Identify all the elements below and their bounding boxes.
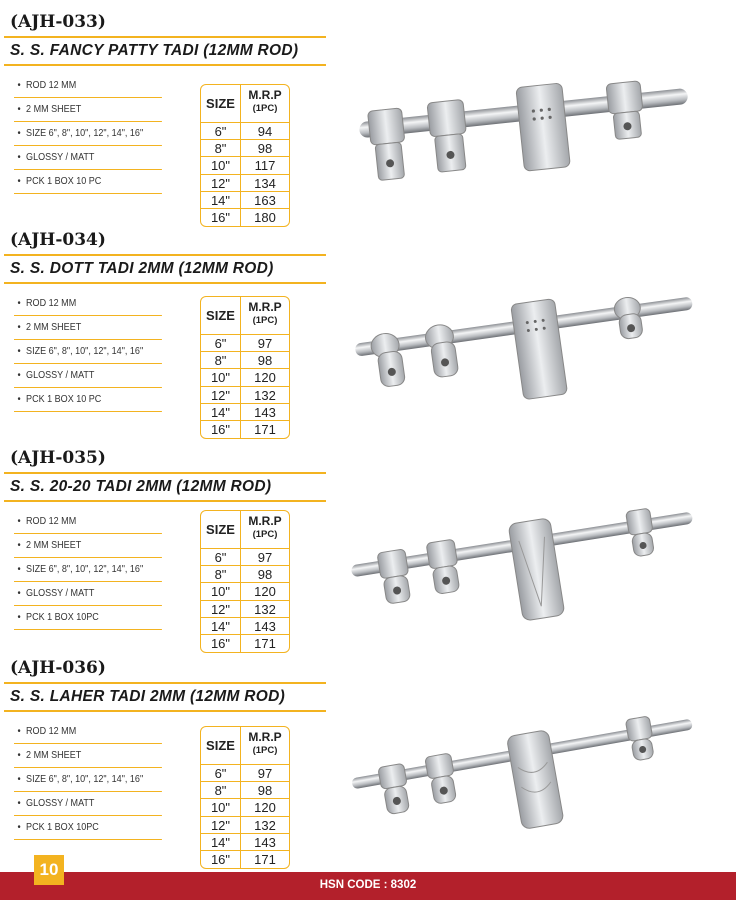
mrp-header: M.R.P (1PC) xyxy=(248,88,282,114)
spec-list xyxy=(14,74,162,194)
table-row: 10" 120 xyxy=(201,583,289,600)
table-row: 8" 98 xyxy=(201,352,289,369)
spec-item: • PCK 1 BOX 10 PC xyxy=(14,170,162,194)
spec-item: • ROD 12 MM xyxy=(14,720,162,744)
table-row: 14" 143 xyxy=(201,618,289,635)
price-table xyxy=(200,296,290,439)
table-row: 8" 98 xyxy=(201,140,289,157)
product-title-bar xyxy=(4,682,326,712)
spec-item: • GLOSSY / MATT xyxy=(14,146,162,170)
table-row: 10" 117 xyxy=(201,157,289,174)
size-header: SIZE xyxy=(201,511,241,548)
product-title-bar xyxy=(4,36,326,66)
spec-item: • SIZE 6", 8", 10", 12", 14", 16" xyxy=(14,768,162,792)
product-code: (AJH-036) xyxy=(10,658,106,678)
price-table-header xyxy=(201,511,289,549)
table-row: 8" 98 xyxy=(201,566,289,583)
spec-list xyxy=(14,720,162,840)
product-title: S. S. LAHER TADI 2MM (12MM ROD) xyxy=(10,688,286,705)
spec-item: • 2 MM SHEET xyxy=(14,316,162,340)
table-row: 16" 180 xyxy=(201,209,289,226)
size-header: SIZE xyxy=(201,85,241,122)
table-row: 14" 163 xyxy=(201,192,289,209)
table-row: 16" 171 xyxy=(201,851,289,868)
table-row: 12" 132 xyxy=(201,387,289,404)
table-row: 8" 98 xyxy=(201,782,289,799)
product-code: (AJH-034) xyxy=(10,230,106,250)
product-section-ajh-034 xyxy=(0,230,736,445)
spec-item: • ROD 12 MM xyxy=(14,292,162,316)
price-table-header xyxy=(201,85,289,123)
mrp-header: M.R.P (1PC) xyxy=(248,730,282,756)
hsn-code: HSN CODE : 8302 xyxy=(319,879,417,891)
product-section-ajh-036 xyxy=(0,658,736,873)
spec-item: • PCK 1 BOX 10 PC xyxy=(14,388,162,412)
product-title: S. S. 20-20 TADI 2MM (12MM ROD) xyxy=(10,478,272,495)
product-section-ajh-033 xyxy=(0,12,736,227)
spec-item: • GLOSSY / MATT xyxy=(14,364,162,388)
footer-bar xyxy=(0,872,736,900)
product-title-bar xyxy=(4,472,326,502)
table-row: 6" 97 xyxy=(201,765,289,782)
price-table xyxy=(200,726,290,869)
spec-item: • SIZE 6", 8", 10", 12", 14", 16" xyxy=(14,340,162,364)
price-table-header xyxy=(201,297,289,335)
door-bolt-image xyxy=(340,478,710,648)
table-row: 14" 143 xyxy=(201,404,289,421)
table-row: 16" 171 xyxy=(201,421,289,438)
size-header: SIZE xyxy=(201,727,241,764)
door-bolt-image xyxy=(340,57,710,227)
table-row: 10" 120 xyxy=(201,369,289,386)
table-row: 16" 171 xyxy=(201,635,289,652)
table-row: 6" 97 xyxy=(201,549,289,566)
price-table-header xyxy=(201,727,289,765)
door-bolt-image xyxy=(340,265,710,435)
table-row: 6" 97 xyxy=(201,335,289,352)
spec-item: • 2 MM SHEET xyxy=(14,534,162,558)
product-title: S. S. DOTT TADI 2MM (12MM ROD) xyxy=(10,260,274,277)
spec-item: • SIZE 6", 8", 10", 12", 14", 16" xyxy=(14,558,162,582)
spec-item: • 2 MM SHEET xyxy=(14,98,162,122)
door-bolt-image xyxy=(340,686,710,856)
table-row: 12" 132 xyxy=(201,817,289,834)
table-row: 10" 120 xyxy=(201,799,289,816)
spec-item: • GLOSSY / MATT xyxy=(14,792,162,816)
table-row: 12" 134 xyxy=(201,175,289,192)
spec-item: • ROD 12 MM xyxy=(14,74,162,98)
table-row: 14" 143 xyxy=(201,834,289,851)
spec-item: • 2 MM SHEET xyxy=(14,744,162,768)
spec-item: • PCK 1 BOX 10PC xyxy=(14,816,162,840)
page-number: 10 xyxy=(34,855,64,885)
mrp-header: M.R.P (1PC) xyxy=(248,300,282,326)
spec-item: • SIZE 6", 8", 10", 12", 14", 16" xyxy=(14,122,162,146)
table-row: 6" 94 xyxy=(201,123,289,140)
product-code: (AJH-033) xyxy=(10,12,106,32)
spec-list xyxy=(14,510,162,630)
product-title: S. S. FANCY PATTY TADI (12MM ROD) xyxy=(10,42,299,59)
price-table xyxy=(200,510,290,653)
product-section-ajh-035 xyxy=(0,448,736,663)
mrp-header: M.R.P (1PC) xyxy=(248,514,282,540)
spec-item: • PCK 1 BOX 10PC xyxy=(14,606,162,630)
size-header: SIZE xyxy=(201,297,241,334)
spec-list xyxy=(14,292,162,412)
product-title-bar xyxy=(4,254,326,284)
spec-item: • ROD 12 MM xyxy=(14,510,162,534)
table-row: 12" 132 xyxy=(201,601,289,618)
product-code: (AJH-035) xyxy=(10,448,106,468)
price-table xyxy=(200,84,290,227)
spec-item: • GLOSSY / MATT xyxy=(14,582,162,606)
